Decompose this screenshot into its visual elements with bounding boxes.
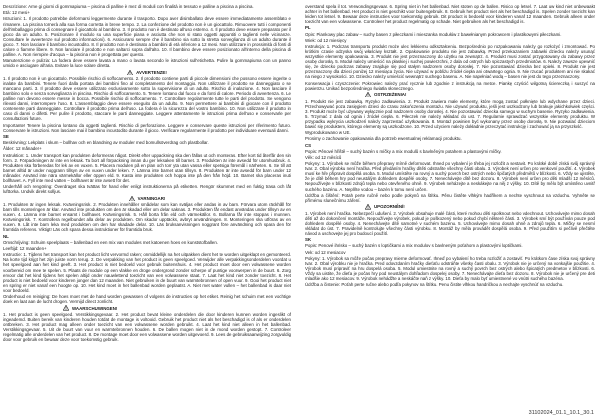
pl-warnings: 1. Produkt nie jest zabawką. Ryzyko zadławienia. 2. Produkt zawiera małe elementy, które mogą zostać połknięte lub wdychane przez dzieci. Przechowywać poza zasięgiem dzieci do czasu zakończenia montażu. Nie używać produktu, jeśli jest uszkodzony lub brakuje jakichkolwiek części. 3. Produkt może być używany wyłącznie pod nadzorem osoby dorosłej. 4. Nie pozostawiać dziecka samego w suchym basenie. Ryzyko zadławienia. 5. Trzymać z dala od ognia i źródeł ciepła. 6. Piłeczek nie należy wkładać do ust. 7. Regularnie sprawdzać wszystkie elementy produktu. W przypadku wykrycia uszkodzeń należy zaprzestać użytkowania. 8. Montaż powinien być wykonany przez osobę dorosłą. 9. Nie pozwalać dzieciom bawić się produktem, którego elementy są uszkodzone. 10. Przed użyciem należy dokładnie przeczytać instrukcję i zachować ją na przyszłość. [305,98,595,129]
warning-triangle-icon [127,70,133,75]
cz-age: Věk: od 12 měsíců [305,155,342,161]
se-warnings: 1. Produkten är ingen leksak. Kvävningsrisk. 2. Produkten innehåller smådelar som kan sväljas eller andas in av barn. Förvara utom räckhåll för barn tills monteringen är klar. Använd inte produkten om den är skadad eller om delar saknas. 3. Produkten får endast användas under tillsyn av en vuxen. 4. Lämna inte barnet ensamt i bollhavet. Kvävningsrisk. 5. Håll borta från eld och värmekällor. 6. Bollarna får inte stoppas i munnen. Kvävningsrisk. 7. Kontrollera regelbundet alla delar av produkten. Om skador upptäcks, avbryt användningen. 8. Monteringen ska utföras av en vuxen. 9. Låt inte barn leka med produkten om den har skadade delar. 10. Läs bruksanvisningen noggrant före användning och spara den för framtida referens. Viktigt! Läs och spara dessa instruktioner för framtida bruk. [3,202,291,233]
warning-triangle-icon [129,196,135,201]
pl-keep: Wyprodukowano w UE. [305,130,351,136]
warning-triangle-icon [365,92,371,97]
sk-header: SK [305,237,312,243]
it-instructions: Istruzioni: 1. Il prodotto potrebbe deformarsi leggermente durante il trasporto. Dopo aver disimballato deve essere immediatamente assemblato e rimanere. La piscina tornerà alla sua forma corretta in breve tempo. 2. La confezione del prodotto non è un giocattolo. Rimuovere tutti i componenti dell'imballaggio prima di consegnare il giocattolo al bambino. 3. Il prodotto non è destinato all'uso esterno. 4. Il prodotto deve essere preparato per il gioco da un adulto. 5. Posizionare il modulo su una superficie piana e asciutta che non si stato oggetti appuntiti o taglienti nelle vicinanze. Consultare le avvertenze sul prodotto informazioni). 6. Assicurarsi sempre che il bambino sia sotto la stretta sorveglianza di un adulto durante il gioco. 7. Non lasciare il bambino incustodito. 8. Il prodotto non è destinato a bambini di età inferiore a 12 mesi. Non utilizzare in prossimità di fonti di calore o fiamme libere. 9. Non lanciare il prodotto e non saltarci sopra dall'alto. 10. Il bambino deve essere posizionato all'interno della piscina di palline. A. Non riempire d'acqua – la piscina non è progettata per questo. [3,16,291,57]
warning-label: UPOZORNĚNÍ! [374,204,405,210]
warning-label: VARNINGAR! [137,195,166,201]
warning-label: AVVERTENZE! [136,69,167,75]
warning-triangle-icon [63,305,69,310]
it-warnings: 1. Il prodotto non è un giocattolo. Possibile rischio di soffocamento. 2. Il prodotto contiene parti di piccole dimensioni che possono essere ingerite o inalate da bambini. Tenere fuori dalla portata dei bambini fino al completamento del montaggio. Non utilizzare il prodotto se danneggiato o se mancano parti. 3. Il prodotto deve essere utilizzato esclusivamente sotto la supervisione di un adulto. Rischio di inalazione. 4. Non lasciare il bambino solo e senza sorveglianza in piscina. Rischio di soffocamento. 5. Tenere lontano dal fuoco e da fonti di calore. Periodo di avvertenza. 6. Le palline non devono essere messe in bocca. Possibile rischio di soffocamento. 7. Controllare regolarmente tutte le parti del prodotto. Se vengono rilevati danni, interrompere l'uso. 8. L'assemblaggio deve essere eseguito da un adulto. 9. Non permettere ai bambini di giocare con il prodotto contenente parti danneggiate. Controllare il prodotto prima dell'uso. La fodera è la sicurezza del vostro bambino. 10. Non utilizzare il prodotto in caso di danni o difetti. Per pulire il prodotto, staccare le parti danneggiate. Leggere attentamente le istruzioni prima dell'uso e conservarle per consultazioni future. [3,76,291,122]
left-text-column [3,4,291,402]
pl-warning-heading [305,92,595,97]
document-code: 31102024_01.1_10.1_30.1 [528,410,594,416]
it-warning-extra: Importante! Tenere la piscina lontano da oggetti taglienti. Rischio di perforazione. Leggere e conservare queste istruzioni per riferimento futuro. Conservare le istruzioni. Non lasciare mai il bambino incustodito durante il gioco. Verificare regolarmente il prodotto per individuare eventuali danni. [3,122,291,133]
right-text-column [305,4,595,402]
se-warning-heading [3,196,291,201]
nl-warning-heading [3,305,291,310]
nl-maintenance: Onderhoud en reiniging: De hoes moet met de hand worden gewassen of volgens de instructies op het etiket. Reinig het schuim met een vochtige doek en laat aan de lucht drogen. Vermijd direct zonlicht. [3,293,291,304]
cz-description: Popis: Pěnové hřiště – suchý bazén s míčky a mix modulů s bavlněným potahem a plastovými míčky. [305,148,502,154]
nl-age: Leeftijd: 12 maanden+ [3,246,47,252]
cz-header: CS [305,142,312,148]
sk-description: Popis: Penové ihrisko – suchý bazén s loptičkami a mix modulov s bavlneným poťahom a plastovými loptičkami. [305,243,523,249]
it-age: Età: 12 mesi+ [3,10,30,16]
nl-instructions: Instructie: 1. Tijdens het transport kan het product licht vervormd raken; onmiddellijk na het uitpakken dient het te worden uitgeklapt en gemonteerd. Na korte tijd krijgt het zijn juiste vorm terug. 2. De verpakking van het product is geen speelgoed. Verwijder alle verpakkingsonderdelen voordat u het speelgoed aan het kind geeft. 3. Het product is niet bedoeld voor gebruik buitenshuis. 4. Het product moet door een volwassene worden voorbereid om mee te spelen. 5. Plaats de module op een vlakke en droge ondergrond zonder scherpe of puntige voorwerpen in de buurt. 6. Zorg ervoor dat het kind tijdens het spelen altijd onder nauwlettend toezicht van een volwassene staat. 7. Laat het kind niet zonder toezicht. 8. Het product is niet bedoeld voor kinderen jonger dan 12 maanden. Niet gebruiken in de buurt van warmtebronnen of open vuur. 9. Gooi het product niet en spring er niet vanaf een hoogte op. 10. Het kind moet in het ballenbad worden geplaatst. A. Niet met water vullen – het ballenbad is daar niet voor bedoeld. [3,252,291,293]
se-header: SE [3,133,9,139]
nl-warnings-continued: overstand spela il tot. Verwondingsgevaar. 6. Spring niet in het ballenbad. Niet stoten op de ballen. Risico op letsel. 7. Laat uw kind niet onbewaakt achter in het ballenbad. Het product is niet geschikt voor buitengebruik. 8. Gebruik het product niet als het beschadigd is. Spelen zonder toezicht kan leiden tot letsel. 9. Bewaar deze instructies voor toekomstig gebruik. Dit product is bedoeld voor kinderen vanaf 12 maanden. Gebruik alleen onder toezicht van een volwassene. Controleer het product regelmatig op schade. Niet gebruiken als het beschadigd is. [305,4,595,25]
se-instructions: Instruktion: 1. Under transport kan produkten deformeras något. Direkt efter uppackning ska den fällas ut och monteras. Efter kort tid återfår den sin form. 2. Förpackningen är inte en leksak. Ta bort all förpackning innan du ger leksaken till barnet. 3. Produkten är inte avsedd för utomhusbruk. 4. Produkten ska förberedas för lek av en vuxen. 5. Placera modulen på en plan och torr yta utan vassa eller spetsiga föremål i närheten. 6. Se till att barnet alltid är under noggrann tillsyn av en vuxen under leken. 7. Lämna inte barnet utan tillsyn. 8. Produkten är inte avsedd för barn under 12 månader. Använd inte nära värmekällor eller öppen eld. 9. Kasta inte produkten och hoppa inte på den från höjd. 10. Barnet ska placeras inuti bollhavet. A. Fyll inte med vatten – bollhavet är inte avsett för det. [3,152,291,183]
se-age: Ålder: 12 månader+ [3,146,42,152]
pl-age: Wiek: od 12 miesięcy [305,37,347,43]
it-description: Descrizione: Arne gi giorni di gommapiuma – piscina di palline è mez di moduli con finalità in tessuto e palline a piscina a piscina. [3,4,254,9]
pl-instructions: Instrukcja: 1. Podczas transportu produkt może ulec lekkiemu odkształceniu. Bezpośrednio po rozpakowaniu należy go rozłożyć i zmontować. Po krótkim czasie odzyska swój właściwy kształt. 2. Opakowanie produktu nie jest zabawką. Przed przekazaniem zabawki dziecku należy usunąć wszystkie elementy opakowania. 3. Produkt nie jest przeznaczony do użytku na zewnątrz. 4. Produkt musi zostać przygotowany do zabawy przez osobę dorosłą. 5. Moduł należy umieścić na płaskiej i suchej powierzchni, z dala od ostrych lub spiczastych przedmiotów. 6. Należy zawsze upewnić się, że dziecko podczas zabawy znajduje się pod stałym nadzorem osoby dorosłej. 7. Nie pozostawiać dziecka bez opieki. 8. Produkt nie jest przeznaczony dla dzieci poniżej 12 miesiąca życia. Nie używać w pobliżu źródeł ciepła ani otwartego ognia. 9. Nie rzucać produktem ani nie skakać na niego z wysokości. 10. Dziecko należy umieścić wewnątrz suchego basenu. A. Nie napełniać wodą – basen nie jest do tego przeznaczony. [305,44,595,80]
warning-label: WAARSCHUWINGEN! [72,305,118,311]
cz-instructions: Pokyny: 1. Výrobek se může během přepravy mírně deformovat. Ihned po vybalení je třeba jej rozložit a sestavit. Po krátké době získá svůj správný tvar. 2. Obal výrobku není hračka. Před předáním hračky dítěti odstraňte všechny části obalu. 3. Výrobek není určen pro venkovní použití. 4. Výrobek musí ke hře připravit dospělá osoba. 5. Modul umístěte na rovný a suchý povrch bez ostrých nebo špičatých předmětů v blízkosti. 6. Vždy se ujistěte, že je dítě během hry pod neustálým dohledem dospělé osoby. 7. Nenechávejte dítě bez dozoru. 8. Výrobek není určen pro děti mladší 12 měsíců. Nepoužívejte v blízkosti zdrojů tepla nebo otevřeného ohně. 9. Výrobek neházejte a neskákejte na něj z výšky. 10. Dítě by mělo být umístěno uvnitř suchého bazénu. A. Neplňte vodou – bazén k tomu není určen. [305,161,595,192]
se-maintenance: Underhåll och rengöring: Överdraget ska tvättas för hand eller enligt instruktionerna på etiketten. Rengör skummet med en fuktig trasa och låt lufttorka. Undvik direkt solljus. [3,184,291,195]
pl-description: Opis: Piankowy plac zabaw – suchy basen z piłeczkami i mieszanka modułów z bawełnianym pokrowcem i plastikowymi piłeczkami. [305,31,562,37]
pl-header: PL [305,25,311,31]
warning-label: OSTRZEŻENIA! [374,92,407,98]
sk-age: Vek: od 12 mesiacov [305,249,346,255]
it-warning-heading [3,70,291,75]
cz-maintenance: Údržba a čištění: Potah perte ručně nebo podle pokynů na štítku. Pěnu čistěte vlhkým hadříkem a nechte vyschnout na vzduchu. Vyhněte se přímému slunečnímu záření. [305,192,595,203]
it-maintenance: Manutenzione e pulizia: La fodera deve essere lavata a mano o lavata secondo le istruzioni sull'etichetta. Pulire la gommapiuma con un panno umido e asciugare all'aria. Evitare la luce solare diretta. [3,58,291,69]
pl-maintenance: Konserwacja i czyszczenie: Pokrowiec należy prać ręcznie lub zgodnie z instrukcją na metce. Piankę czyścić wilgotną ściereczką i suszyć na powietrzu. Unikać bezpośredniego światła słonecznego. [305,80,595,91]
warning-triangle-icon [365,204,371,209]
cz-warning-heading [305,204,595,209]
nl-warnings: 1. Het product is geen speelgoed. Verstikkingsgevaar. 2. Het product bevat kleine onderdelen die door kinderen kunnen worden ingeslikt of ingeademd. Buiten bereik van kinderen houden totdat de montage is voltooid. Gebruik het product niet als het beschadigd is of als er onderdelen ontbreken. 3. Het product mag alleen onder toezicht van een volwassene worden gebruikt. 4. Laat het kind niet alleen in het ballenbad. Verstikkingsgevaar. 5. Uit de buurt van vuur en warmtebronnen houden. 6. De ballen mogen niet in de mond worden gestopt. 7. Controleer regelmatig alle onderdelen van het product. 8. De montage moet door een volwassene worden uitgevoerd. 9. Lees de gebruiksaanwijzing zorgvuldig door voor gebruik en bewaar deze voor toekomstig gebruik. [3,312,291,343]
pl-keep-extra: Prosimy o zachowanie opakowania dla potrzeb ewentualnej reklamacji produktu. [305,136,462,142]
cz-warnings: 1. Výrobek není hračka. Nebezpečí udušení. 2. Výrobek obsahuje malé části, které mohou děti spolknout nebo vdechnout. Uchovávejte mimo dosah dětí až do dokončení montáže. Nepoužívejte výrobek, pokud je poškozený nebo pokud chybí některé části. 3. Výrobek smí být používán pouze pod dohledem dospělé osoby. 4. Nenechávejte dítě samotné v suchém bazénu. 5. Uchovávejte mimo dosah ohně a zdrojů tepla. 6. Míčky se nesmí vkládat do úst. 7. Pravidelně kontrolujte všechny části výrobku. 8. Montáž by měla provádět dospělá osoba. 9. Před použitím si pečlivě přečtěte návod a uschovejte jej pro budoucí použití. [305,210,595,237]
nl-description: Omschrijving: Schuim speelplaats – ballenbad en een mix van modules met katoenen hoes en kunststofballen. [3,239,219,245]
sk-instructions: Pokyny: 1. Výrobok sa môže počas prepravy mierne deformovať. Ihneď po vybalení ho treba rozložiť a zostaviť. Po krátkom čase získa svoj správny tvar. 2. Obal výrobku nie je hračka. Pred odovzdaním hračky dieťaťu odstráňte všetky časti obalu. 3. Výrobok nie je určený na vonkajšie použitie. 4. Výrobok musí pripraviť na hru dospelá osoba. 5. Modul umiestnite na rovný a suchý povrch bez ostrých alebo špicatých predmetov v blízkosti. 6. Vždy sa uistite, že dieťa je počas hry pod neustálym dohľadom dospelej osoby. 7. Nenechávajte dieťa bez dozoru. 8. Výrobok nie je určený pre deti mladšie ako 12 mesiacov. 9. Výrobok nehádžte a neskáčte naň z výšky. 10. Dieťa by malo byť umiestnené vo vnútri suchého bazéna. [305,255,595,282]
nl-header: NL [3,233,9,239]
se-description: Beskrivning: Lekplats i skum – bollhav och en blandning av moduler med bomullsöverdrag och plastbollar. [3,140,209,146]
sk-maintenance: Údržba a čistenie: Poťah perte ručne alebo podľa pokynov na štítku. Penu čistite vlhkou handričkou a nechajte vyschnúť na vzduchu. [305,282,564,288]
